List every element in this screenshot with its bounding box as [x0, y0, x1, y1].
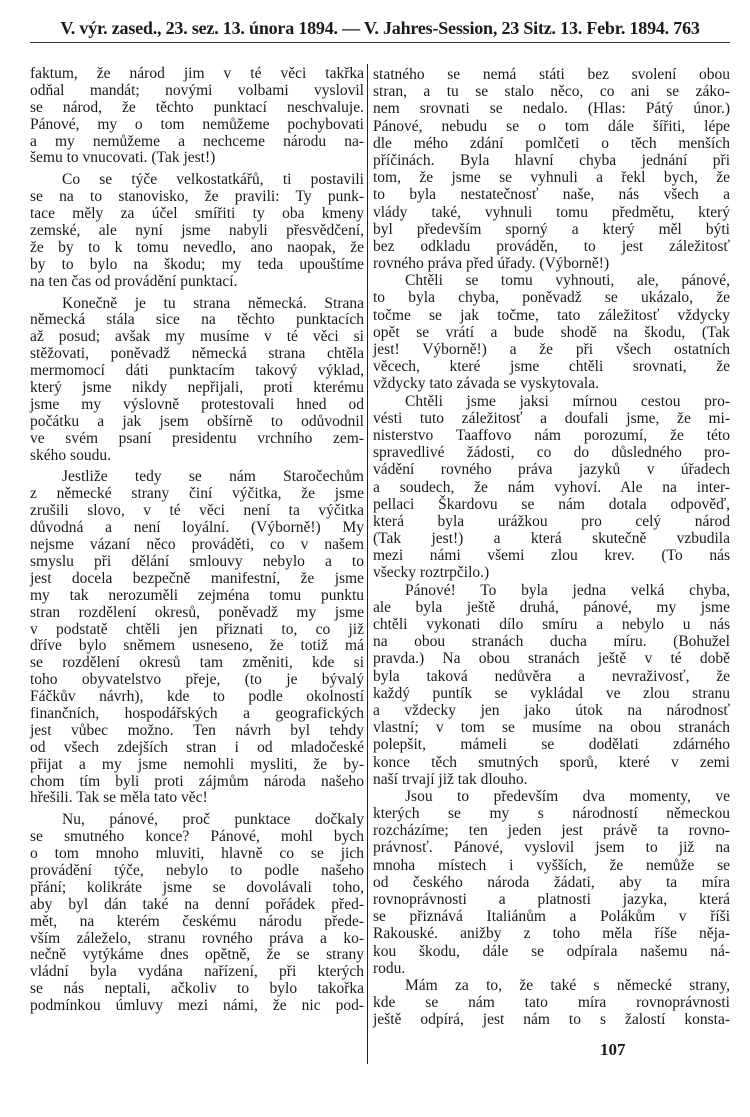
paragraph — [373, 582, 730, 788]
text-line-content: a my nemůžeme a nechceme národu na- — [30, 132, 364, 150]
text-line-content: mnoha místech i vyšších, že nemůže se — [373, 856, 730, 874]
text-line-content: tace měly za účel smířiti ty oba kmeny — [30, 205, 364, 223]
text-line-content: kou škodu, dále se odpírala našemu ná- — [373, 942, 730, 960]
text-line — [30, 757, 364, 774]
paragraph — [30, 812, 364, 1015]
text-line-content: stran, a tu se stalo něco, co ani se záko- — [373, 83, 730, 101]
text-line — [30, 931, 364, 948]
text-line — [373, 616, 730, 633]
text-line — [373, 186, 730, 203]
text-line — [30, 257, 364, 274]
column-divider — [367, 64, 368, 1064]
text-line-content: pellaci Škardovu se nám dotala odpověď, — [373, 495, 730, 513]
text-line-content: mět, na kterém českému národu přede- — [30, 912, 364, 930]
text-line — [373, 633, 730, 650]
text-line — [30, 706, 364, 723]
text-line — [373, 977, 730, 994]
text-line-content: Co se týče velkostatkářů, ti postavili — [62, 171, 364, 189]
text-line — [373, 530, 730, 547]
text-line — [373, 238, 730, 255]
text-line — [30, 172, 364, 189]
text-line — [373, 255, 730, 272]
text-line-content: každý puntík se vykládal ve zlou stranu — [373, 684, 730, 702]
paragraph — [373, 977, 730, 1029]
text-line-content: se na to stanovisko, že pravili: Ty punk- — [30, 188, 364, 206]
text-line-content: ského soudu. — [30, 446, 111, 464]
text-line-content: od českého národa žádati, aby ta míra — [373, 873, 730, 891]
text-line-content: vlastní; v tom se musíme na obou stranách — [373, 719, 730, 737]
text-line-content: se přiznává Italiánům a Polákům v říši — [373, 908, 730, 926]
text-line-content: nem srovnati se nedalo. (Hlas: Pátý únor.) — [373, 100, 730, 118]
text-line — [373, 771, 730, 788]
text-line-content: to byla nestatečnosť naše, nás všech a — [373, 186, 730, 204]
text-line-content: Mám za to, že také s německé strany, — [405, 976, 730, 994]
text-line-content: chom tím byli proti zájmům národa našeho — [30, 772, 364, 790]
text-line — [30, 605, 364, 622]
text-line-content: Nu, pánové, proč punktace dočkaly — [62, 811, 364, 829]
text-line — [373, 427, 730, 444]
text-line-content: polepšit, mámeli se dodělati zdárného — [373, 736, 730, 754]
page-number: 107 — [600, 1040, 626, 1059]
text-line-content: vlády také, vyhnuli tomu předmětu, který — [373, 203, 730, 221]
text-line — [30, 520, 364, 537]
text-line-content: zemské, ale nyní jsme nabyli přesvědčení, — [30, 222, 364, 240]
text-line — [30, 150, 364, 167]
text-line-content: přijat a my jsme nemohli mysliti, že by- — [30, 755, 364, 773]
text-line-content: ale byla ještě druhá, pánové, my jsme — [373, 598, 730, 616]
text-line — [30, 206, 364, 223]
text-line — [30, 117, 364, 134]
text-line — [30, 672, 364, 689]
text-line-content: všecky roztrpčilo.) — [373, 564, 490, 582]
text-line-content: že by to k tomu nevedlo, ano naopak, že — [30, 238, 364, 256]
text-line-content: a vždecky jen jako útok na národnosť — [373, 701, 730, 719]
text-line — [30, 346, 364, 363]
header-rule — [30, 42, 730, 43]
text-line — [373, 805, 730, 822]
text-line-content: vésti tuto záležitosť a doufali jsme, že mi- — [373, 409, 730, 427]
text-line-content: věcech, které jsme chtěli srovnati, že — [373, 358, 730, 376]
text-line-content: konce těch smutných sporů, které v zemi — [373, 753, 730, 771]
text-line — [30, 947, 364, 964]
text-line — [30, 812, 364, 829]
text-line-content: na obou stranách ducha míru. (Bohužel — [373, 633, 730, 651]
text-line — [373, 118, 730, 135]
text-line — [30, 189, 364, 206]
text-line-content: německá stála sice na těchto punktacích — [30, 311, 364, 329]
text-line-content: jest vůbec možno. Ten návrh byl tehdy — [30, 721, 364, 739]
text-line — [30, 448, 364, 465]
text-line — [373, 169, 730, 186]
text-line-content: aby byl dán také na denní pořádek před- — [30, 895, 364, 913]
text-line — [30, 914, 364, 931]
text-line-content: smyslu při dělání smlouvy nebylo a to — [30, 552, 364, 570]
text-line-content: Pánové, nebudu se o tom dále šířiti, lépe — [373, 117, 730, 135]
text-line-content: Pánové! To byla jedna velká chyba, — [405, 581, 730, 599]
text-line-content: šemu to vnucovati. (Tak jest!) — [30, 149, 216, 167]
text-line — [30, 66, 364, 83]
text-line — [30, 897, 364, 914]
text-line-content: provádění týče, nebylo to podle našeho — [30, 861, 364, 879]
text-line — [373, 204, 730, 221]
text-line-content: přání; kolikráte jsme se dovolávali toho, — [30, 878, 364, 896]
text-line — [373, 513, 730, 530]
right-column — [373, 66, 730, 1029]
text-line — [373, 375, 730, 392]
text-line-content: byla taková nedůvěra a nevraživosť, že — [373, 667, 730, 685]
text-line — [373, 788, 730, 805]
text-line-content: byl především sporný a který měl býti — [373, 220, 730, 238]
text-line-content: vším záleželo, stranu rovného práva a ko- — [30, 929, 364, 947]
text-line — [373, 358, 730, 375]
text-line — [30, 274, 364, 291]
paragraph — [373, 788, 730, 977]
text-line-content: který jsme nikdy nepřijali, proti kterému — [30, 379, 364, 397]
text-line-content: vždycky tato závada se vyskytovala. — [373, 375, 599, 393]
text-line — [373, 83, 730, 100]
text-line-content: a soudech, že nám vyhoví. Ale na inter- — [373, 478, 730, 496]
text-line-content: opět se vrátí a bude shodě na škodu, (Tak — [373, 323, 730, 341]
text-line-content: mermomocí dáti punktacím takový výklad, — [30, 362, 364, 380]
text-line — [30, 880, 364, 897]
text-line — [30, 363, 364, 380]
text-line — [373, 444, 730, 461]
text-line — [373, 393, 730, 410]
text-line — [30, 554, 364, 571]
text-line — [373, 1011, 730, 1028]
text-line — [30, 689, 364, 706]
text-line-content: až posud; avšak my musíme v té věci si — [30, 328, 364, 346]
text-line-content: tom, že jsme se vyhnuli a řekl bych, že — [373, 169, 730, 187]
text-line — [373, 839, 730, 856]
text-line-content: na ten čas od provádění punktací. — [30, 272, 238, 290]
text-line — [30, 312, 364, 329]
text-line-content: z německé strany činí výčitka, že jsme — [30, 485, 364, 503]
text-line — [30, 981, 364, 998]
text-line — [30, 571, 364, 588]
text-line-content: Jsou to především dva momenty, ve — [405, 787, 730, 805]
text-line — [30, 431, 364, 448]
text-line — [30, 829, 364, 846]
text-line — [30, 622, 364, 639]
text-line-content: stěžovati, poněvadž německá strana chtěla — [30, 345, 364, 363]
text-line — [373, 547, 730, 564]
text-line-content: kterých se my s národností německou — [373, 805, 730, 823]
text-line — [30, 537, 364, 554]
text-line-content: rovného práva před úřady. (Výborně!) — [373, 255, 610, 273]
text-line — [373, 324, 730, 341]
text-line — [373, 289, 730, 306]
text-line — [373, 754, 730, 771]
text-line-content: mezi námi všemi zlou krev. (To nás — [373, 547, 730, 565]
text-line-content: nisterstvo Taaffovo nám porozumí, že této — [373, 426, 730, 444]
text-line — [30, 655, 364, 672]
text-line — [373, 960, 730, 977]
text-line-content: vádění rovného práva jazyků v úřadech — [373, 461, 730, 479]
text-line — [30, 83, 364, 100]
text-line-content: kde se nám tato míra rovnoprávnosti — [373, 994, 730, 1012]
text-line-content: dle mého zdání pomlčeti o těch menších — [373, 134, 730, 152]
text-line-content: podmínkou úmluvy mezi námi, že nic pod- — [30, 997, 364, 1015]
text-line — [373, 221, 730, 238]
text-line-content: spravedlivé žádosti, co do důsledného pro- — [373, 444, 730, 462]
text-line-content: jsme my výslovně protestovali hned od — [30, 395, 364, 413]
text-line — [373, 582, 730, 599]
text-line-content: která byla urážkou pro celý národ — [373, 512, 730, 530]
text-line — [30, 964, 364, 981]
text-line-content: by to bylo na škodu; my teda upouštíme — [30, 255, 364, 273]
text-line-content: Chtěli jsme jaksi mírnou cestou pro- — [405, 392, 730, 410]
text-line-content: finančních, hospodářských a geografických — [30, 704, 364, 722]
text-line — [30, 846, 364, 863]
text-line-content: chtěli vykonati dílo smíru a nebylo u nás — [373, 616, 730, 633]
text-line — [30, 723, 364, 740]
text-line-content: od všech zdejších stran i od mladočeské — [30, 738, 364, 756]
text-line — [30, 588, 364, 605]
text-line-content: příčinách. Byla hlavní chyba jednání při — [373, 151, 730, 169]
text-line — [373, 410, 730, 427]
text-line — [30, 134, 364, 151]
text-line — [30, 790, 364, 807]
text-line-content: se smutného konce? Pánové, mohl bych — [30, 828, 364, 846]
text-line — [30, 503, 364, 520]
paragraph — [30, 66, 364, 167]
text-line — [373, 891, 730, 908]
text-line-content: nejsme vázaní něco prováděti, co v našem — [30, 536, 364, 554]
text-line — [373, 736, 730, 753]
text-line-content: Fáčkův návrh), kde to podle okolností — [30, 688, 364, 706]
text-line-content: bez odkladu prováděn, to jest záležitosť — [373, 237, 730, 255]
text-line-content: právnosť. Pánové, vyslovil jsem to již na — [373, 839, 730, 857]
text-line — [30, 329, 364, 346]
text-line — [30, 414, 364, 431]
text-line-content: (Tak jest!) a která skutečně vzbudila — [373, 530, 730, 548]
text-line-content: nečně vytýkáme dnes opětně, že se strany — [30, 946, 364, 964]
running-header: V. výr. zased., 23. sez. 13. února 1894. — V. Jahres-Session, 23 Sitz. 13. Febr. 1894. 763 — [60, 18, 700, 38]
text-line-content: točme se jak točme, tato záležitosť vždycky — [373, 306, 730, 324]
text-line — [373, 685, 730, 702]
text-line — [30, 638, 364, 655]
text-line-content: se nás neptali, ačkoliv to bylo takořka — [30, 980, 364, 998]
paragraph — [30, 296, 364, 465]
text-line-content: vládní byla vydána nařízení, při kterých — [30, 963, 364, 981]
text-line — [30, 740, 364, 757]
paragraph — [30, 172, 364, 290]
text-line-content: důvodná a není loyální. (Výborně!) My — [30, 519, 364, 537]
text-line-content: Rakouské. anižby z toho měla říše něja- — [373, 925, 730, 943]
text-line-content: rodu. — [373, 959, 406, 977]
text-line-content: dříve bylo sněmem usneseno, že totiž má — [30, 637, 364, 655]
text-line-content: o tom mnoho mluviti, hlavně co se jich — [30, 845, 364, 863]
text-line-content: naší trvají již tak dlouho. — [373, 770, 528, 788]
text-line — [373, 152, 730, 169]
text-line — [373, 66, 730, 83]
text-line-content: Pánové, my o tom nemůžeme pochybovati — [30, 115, 364, 133]
text-line-content: odňal mandát; novými volbami vyslovil — [30, 81, 364, 99]
text-line — [373, 100, 730, 117]
text-line-content: Konečně je tu strana německá. Strana — [62, 294, 364, 312]
text-line — [30, 397, 364, 414]
text-line-content: pravda.) Na obou stranách ještě v té době — [373, 650, 730, 668]
text-line-content: Jestliže tedy se nám Staročechům — [62, 468, 364, 486]
text-line — [30, 100, 364, 117]
text-line — [373, 702, 730, 719]
text-line — [373, 857, 730, 874]
text-line — [373, 874, 730, 891]
paragraph — [373, 393, 730, 582]
text-line-content: ve svém psaní presidentu vrchního zem- — [30, 429, 364, 447]
text-line — [30, 380, 364, 397]
text-line — [373, 650, 730, 667]
text-line-content: rozcházíme; ten jeden jest právě ta rovno- — [373, 822, 730, 840]
text-line-content: rovnoprávnosti a platnosti jazyka, která — [373, 891, 730, 908]
text-line — [373, 908, 730, 925]
left-column — [30, 66, 364, 1015]
text-line-content: se národ, že těchto punktací neschvaluje. — [30, 98, 364, 116]
text-line-content: statného se nemá státi bez svolení obou — [373, 66, 730, 83]
text-line-content: počátku a jak jsem obšírně to odůvodnil — [30, 412, 364, 430]
text-line — [373, 479, 730, 496]
text-line — [373, 564, 730, 581]
paragraph — [30, 469, 364, 807]
text-line — [373, 822, 730, 839]
text-line — [373, 925, 730, 942]
text-line — [30, 296, 364, 313]
text-line — [373, 307, 730, 324]
text-line-content: jest! Výborně!) a že při všech ostatních — [373, 341, 730, 358]
text-line — [30, 223, 364, 240]
text-line — [373, 341, 730, 358]
text-line — [373, 272, 730, 289]
text-line-content: Chtěli se tomu vyhnouti, ale, pánové, — [405, 272, 730, 290]
text-line — [373, 719, 730, 736]
text-line-content: ještě odpírá, jest nám to s žalostí konsta- — [373, 1011, 730, 1029]
text-line-content: toho obyvatelstvo přeje, (to je bývalý — [30, 671, 364, 689]
text-line-content: zrušili slovo, v té věci není ta výčitka — [30, 502, 364, 520]
text-line-content: my tak nerozuměli zejména tomu punktu — [30, 586, 364, 604]
text-line-content: stran rozdělení okresů, poněvadž my jsme — [30, 603, 364, 621]
text-line — [373, 668, 730, 685]
text-line — [30, 469, 364, 486]
text-line-content: faktum, že národ jim v té věci takřka — [30, 65, 364, 82]
paragraph — [373, 272, 730, 392]
text-line — [373, 994, 730, 1011]
text-line — [30, 998, 364, 1015]
text-line — [373, 461, 730, 478]
text-line-content: to byla chyba, poněvadž se ukázalo, že — [373, 289, 730, 307]
text-line-content: jest docela bezpečně manifestní, že jsme — [30, 569, 364, 587]
text-line-content: se rozdělení okresů tam změniti, kde si — [30, 654, 364, 672]
text-line — [30, 240, 364, 257]
text-line — [373, 599, 730, 616]
text-line — [373, 496, 730, 513]
text-line-content: hřešili. Tak se měla tato věc! — [30, 789, 208, 807]
text-line — [373, 943, 730, 960]
text-line — [30, 863, 364, 880]
text-line — [373, 135, 730, 152]
paragraph — [373, 66, 730, 272]
text-line — [30, 774, 364, 791]
text-line — [30, 486, 364, 503]
text-line-content: v podstatě chtěli jen přiznati to, co již — [30, 620, 364, 638]
